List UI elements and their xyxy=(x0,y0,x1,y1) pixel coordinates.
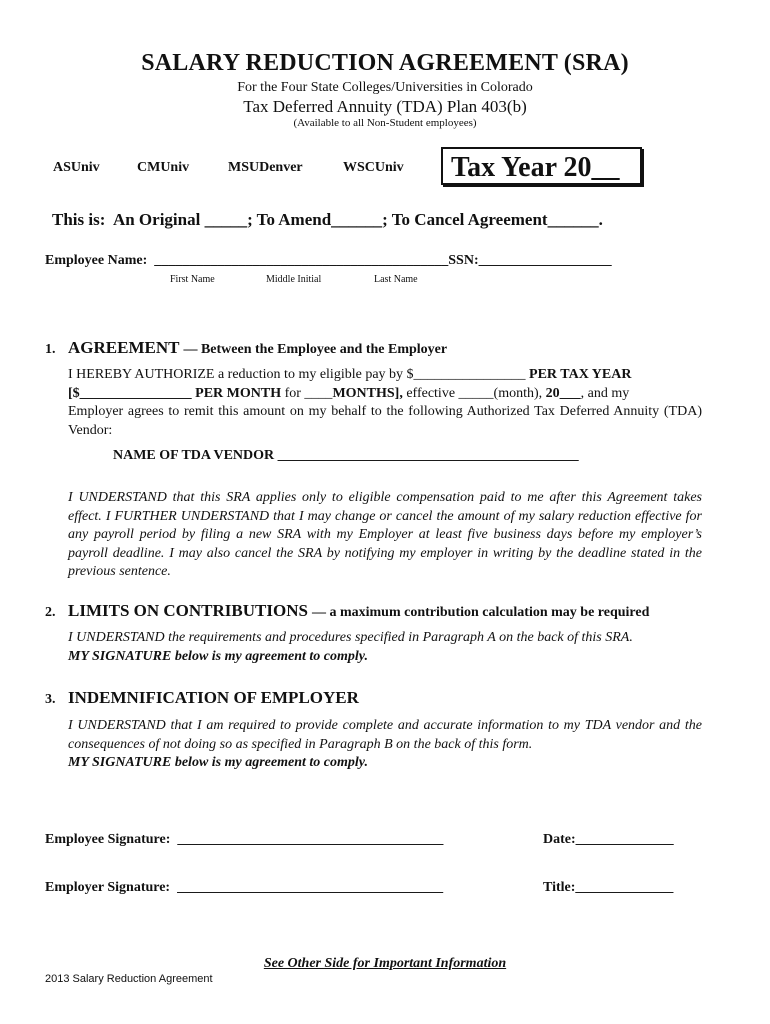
section2-text: I UNDERSTAND the requirements and procedures specified in Paragraph A on the back of this SRA. MY SIGNATURE below is my agreement to comply. xyxy=(68,630,633,664)
employee-name-label: Employee Name: xyxy=(45,253,148,268)
section2-title: LIMITS ON CONTRIBUTIONS xyxy=(68,601,308,620)
univ-cmu: CMUniv xyxy=(137,160,190,175)
employee-name-row xyxy=(45,253,612,269)
section2-heading xyxy=(68,601,649,621)
form-title: SALARY REDUCTION AGREEMENT (SRA) xyxy=(141,50,629,76)
eligibility-note: (Available to all Non-Student employees) xyxy=(293,117,477,129)
section3-text: I UNDERSTAND that I am required to provide complete and accurate information to my TDA vendor and the consequences of not doing so as specified in Paragraph B on the back of this form. MY SIGNATURE below is my agreement to comply. xyxy=(68,718,702,770)
employee-signature-row xyxy=(45,832,443,848)
ssn-field: ___________________ xyxy=(478,253,612,268)
ssn-label: SSN: xyxy=(448,253,479,268)
title-label: Title: xyxy=(543,880,576,895)
section1-understand: I UNDERSTAND that this SRA applies only to eligible compensation paid to me after this Agreement takes effect. I FURTHER UNDERSTAND that I may change or cancel the amount of my salary reduction effective for any payroll period by filing a new SRA with my Employer at least five business days before my employer’s payroll deadline. I may also cancel the SRA by notifying my employer in writing by the deadline stated in the previous sentence. xyxy=(68,490,702,579)
last-name-caption: Last Name xyxy=(374,274,418,285)
section2-number: 2. xyxy=(45,605,56,620)
section1-authorize xyxy=(68,366,702,440)
section1-heading xyxy=(68,338,447,358)
title-row xyxy=(543,880,673,896)
employer-signature-label: Employer Signature: xyxy=(45,880,171,895)
employee-signature-label: Employee Signature: xyxy=(45,832,171,847)
form-identifier: 2013 Salary Reduction Agreement xyxy=(45,973,213,985)
employee-name-field: __________________________________________ xyxy=(154,253,449,268)
section3-number: 3. xyxy=(45,692,56,707)
section1-number: 1. xyxy=(45,342,56,357)
employee-signature-field: ______________________________________ xyxy=(177,832,444,847)
section3-title: INDEMNIFICATION OF EMPLOYER xyxy=(68,688,359,707)
authorize-line1: I HEREBY AUTHORIZE a reduction to my eligible pay by $________________ PER TAX YEAR xyxy=(68,367,632,382)
employer-signature-row xyxy=(45,880,443,896)
agreement-type-line: This is: An Original _____; To Amend______; To Cancel Agreement______. xyxy=(52,210,603,229)
authorize-line2: [$________________ PER MONTH for ____MONTHS], effective _____(month), 20___, and my xyxy=(68,385,630,401)
tda-vendor-field: NAME OF TDA VENDOR ___________________________________________ xyxy=(113,448,579,463)
univ-asu: ASUniv xyxy=(53,160,100,175)
date-label: Date: xyxy=(543,832,576,847)
see-other-side-note: See Other Side for Important Information xyxy=(263,956,507,971)
univ-wsc: WSCUniv xyxy=(343,160,404,175)
section2-subtitle: — a maximum contribution calculation may be required xyxy=(311,605,650,620)
form-subtitle: For the Four State Colleges/Universities in Colorado xyxy=(237,80,533,95)
plan-subtitle: Tax Deferred Annuity (TDA) Plan 403(b) xyxy=(243,97,527,116)
tax-year-box: Tax Year 20__ xyxy=(441,147,642,185)
employer-signature-field: ______________________________________ xyxy=(177,880,444,895)
middle-initial-caption: Middle Initial xyxy=(266,274,322,285)
title-field: ______________ xyxy=(575,880,674,895)
section1-subtitle: — Between the Employee and the Employer xyxy=(183,342,448,357)
date-field: ______________ xyxy=(575,832,674,847)
first-name-caption: First Name xyxy=(170,274,215,285)
section1-title: AGREEMENT xyxy=(68,338,180,357)
date-row xyxy=(543,832,674,848)
univ-msu: MSUDenver xyxy=(228,160,303,175)
authorize-line3: Employer agrees to remit this amount on my behalf to the following Authorized Tax Deferred Annuity (TDA) Vendor: xyxy=(68,404,702,438)
